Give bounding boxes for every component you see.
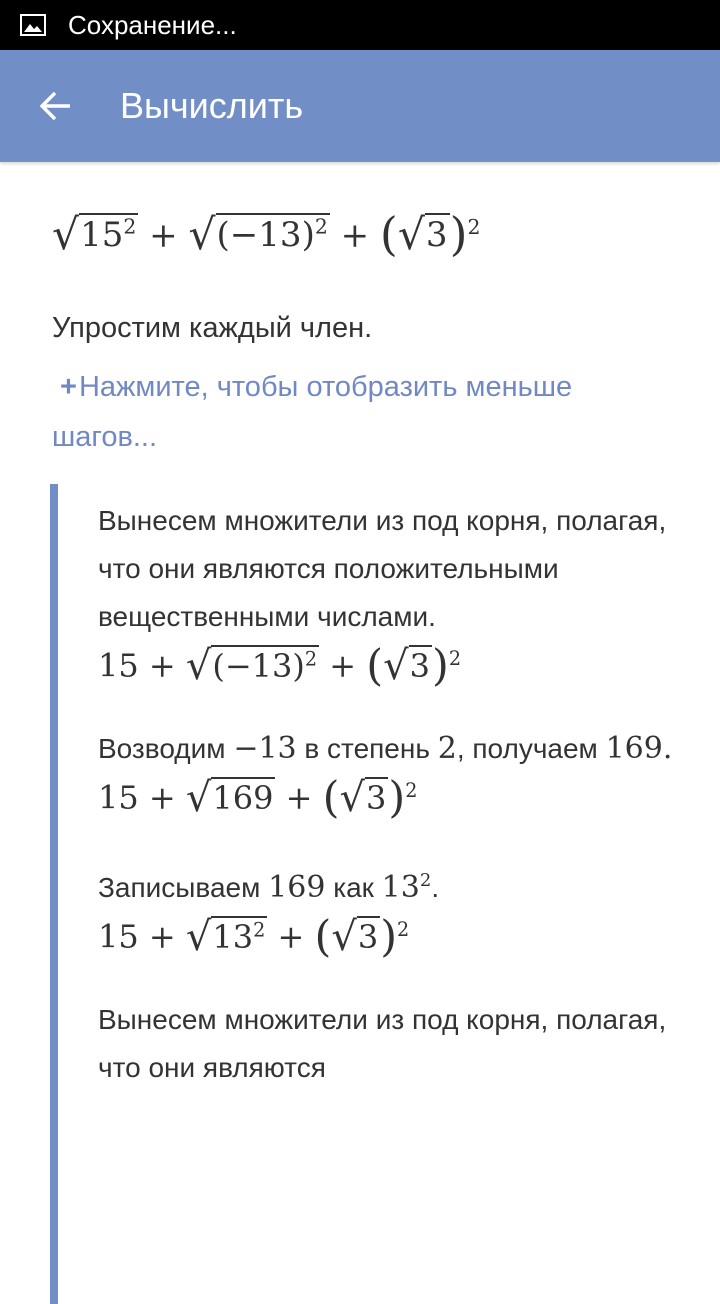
step-4: [98, 996, 688, 1092]
step-3: [98, 857, 688, 962]
status-text: Сохранение...: [68, 9, 237, 40]
step-2-text: Возводим −13 в степень 2, получаем 169.: [98, 731, 673, 766]
step-2: [98, 725, 688, 823]
step-4-text: Вынесем множители из под корня, полагая, что они являются: [98, 1004, 667, 1083]
image-icon: [20, 14, 46, 36]
page-title: Вычислить: [120, 85, 304, 126]
step-1-text: Вынесем множители из под корня, полагая, что они являются положительными вещественными числами.: [98, 505, 667, 632]
arrow-back-icon[interactable]: [38, 89, 72, 123]
step-2-result: $15 + √169 + (√3)^2$: [98, 773, 418, 823]
app-bar: [0, 50, 720, 162]
step-3-result: $15 + √13^2 + (√3)^2$: [98, 912, 410, 962]
steps-list: [98, 497, 688, 1126]
steps-divider: [50, 484, 58, 1304]
plus-icon: +: [60, 371, 77, 403]
step-1-result: $15 + √(-13)^2 + (√3)^2$: [98, 641, 462, 691]
status-bar: [0, 0, 720, 50]
step-3-text: Записываем 169 как $13^2$.: [98, 870, 440, 905]
simplify-label: Упростим каждый член.: [52, 312, 373, 344]
problem-expression: $√15^2 + √(-13)^2 + (√3)^2$: [52, 207, 481, 261]
step-1: [98, 497, 688, 691]
toggle-steps-link[interactable]: [52, 362, 672, 462]
toggle-label: Нажмите, чтобы отобразить меньше шагов...: [52, 371, 573, 453]
